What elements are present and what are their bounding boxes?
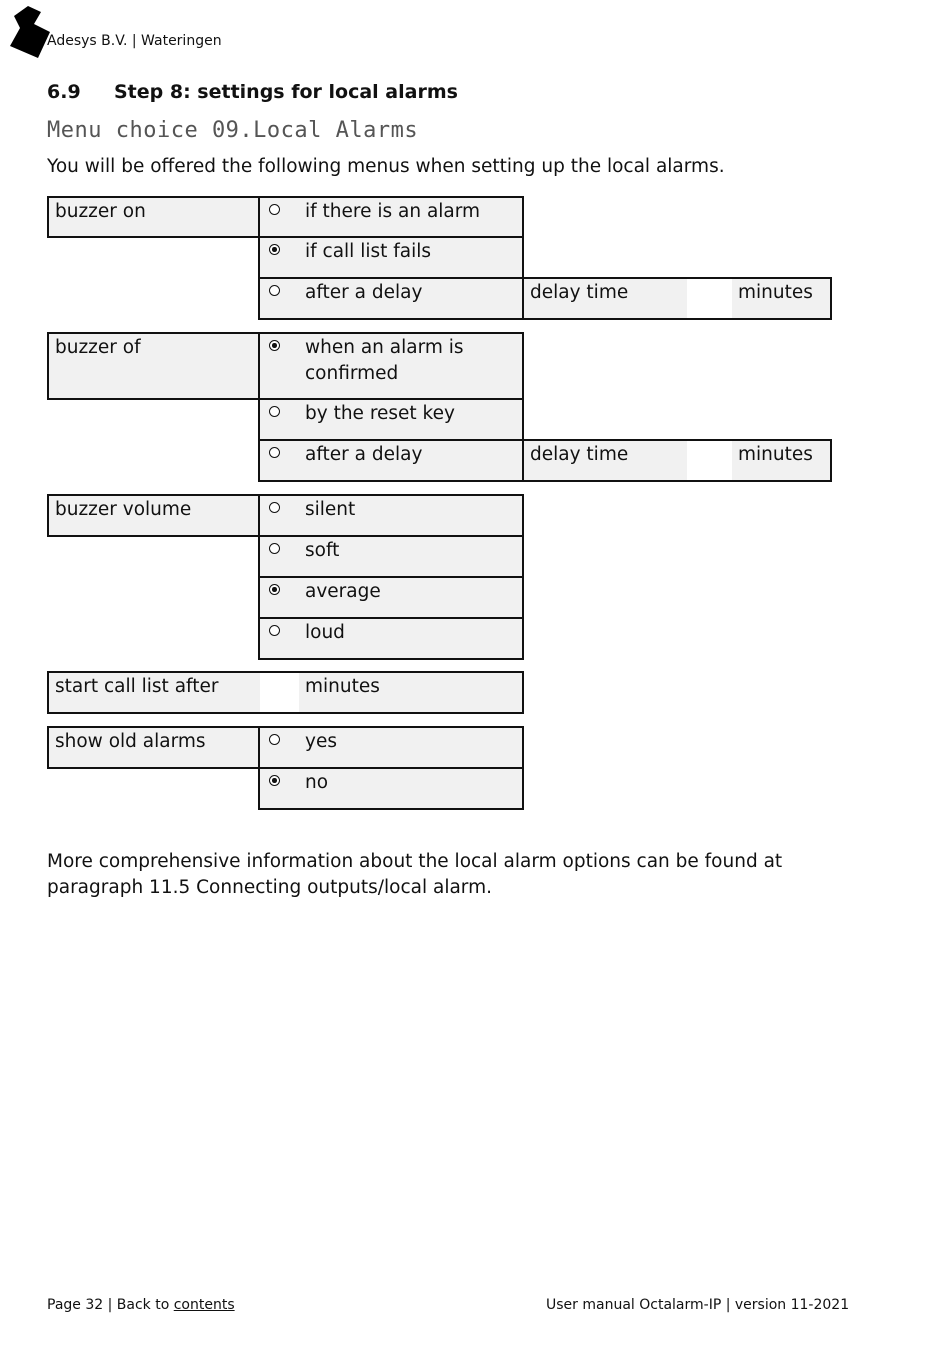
buzzer-off-option-2[interactable] bbox=[258, 398, 524, 441]
option-label: yes bbox=[305, 731, 337, 752]
contents-link[interactable]: contents bbox=[173, 1297, 235, 1313]
buzzer-on-option-2[interactable] bbox=[258, 236, 524, 279]
show-old-alarms-label-cell bbox=[47, 726, 260, 769]
radio-icon[interactable] bbox=[269, 734, 280, 745]
delay-time-input[interactable] bbox=[687, 279, 732, 318]
start-call-list-input[interactable] bbox=[260, 673, 299, 712]
start-call-list-label: start call list after bbox=[55, 676, 219, 697]
radio-icon[interactable] bbox=[269, 204, 280, 215]
delay-time-input[interactable] bbox=[687, 441, 732, 480]
buzzer-on-label-cell bbox=[47, 196, 260, 238]
footer-page: Page 32 | Back to bbox=[47, 1297, 174, 1313]
radio-selected-icon[interactable] bbox=[269, 584, 280, 595]
radio-icon[interactable] bbox=[269, 502, 280, 513]
buzzer-on-delay-cell bbox=[522, 277, 832, 320]
option-label: after a delay bbox=[305, 444, 423, 465]
option-label: when an alarm is confirmed bbox=[305, 337, 464, 384]
buzzer-off-option-3[interactable] bbox=[258, 439, 524, 482]
delay-time-label: delay time bbox=[530, 444, 629, 465]
option-label: average bbox=[305, 581, 381, 602]
show-old-alarms-label: show old alarms bbox=[55, 731, 206, 752]
buzzer-on-option-1[interactable] bbox=[258, 196, 524, 238]
radio-icon[interactable] bbox=[269, 625, 280, 636]
buzzer-volume-option-3[interactable] bbox=[258, 576, 524, 619]
outro-paragraph: More comprehensive information about the local alarm options can be found at paragraph 11.5 Connecting outputs/local alarm. bbox=[47, 851, 783, 898]
adesys-logo bbox=[10, 6, 50, 58]
buzzer-volume-label-cell bbox=[47, 494, 260, 537]
menu-choice: Menu choice 09.Local Alarms bbox=[47, 118, 419, 143]
buzzer-volume-option-2[interactable] bbox=[258, 535, 524, 578]
buzzer-volume-label: buzzer volume bbox=[55, 499, 192, 520]
show-old-alarms-option-1[interactable] bbox=[258, 726, 524, 769]
buzzer-volume-option-4[interactable] bbox=[258, 617, 524, 660]
delay-unit: minutes bbox=[738, 444, 813, 465]
section-number: 6.9 bbox=[47, 81, 81, 103]
start-call-list-row bbox=[47, 671, 524, 714]
footer-right: User manual Octalarm-IP | version 11-2021 bbox=[546, 1297, 850, 1313]
buzzer-volume-option-1[interactable] bbox=[258, 494, 524, 537]
buzzer-off-label-cell bbox=[47, 332, 260, 400]
option-label: if there is an alarm bbox=[305, 201, 481, 222]
delay-unit: minutes bbox=[738, 282, 813, 303]
footer-left bbox=[47, 1297, 235, 1313]
buzzer-off-label: buzzer of bbox=[55, 337, 141, 358]
start-call-list-unit: minutes bbox=[305, 676, 380, 697]
option-label: soft bbox=[305, 540, 340, 561]
header-company: Adesys B.V. | Wateringen bbox=[47, 33, 222, 49]
buzzer-on-option-3[interactable] bbox=[258, 277, 524, 320]
buzzer-off-delay-cell bbox=[522, 439, 832, 482]
delay-time-label: delay time bbox=[530, 282, 629, 303]
option-label: loud bbox=[305, 622, 345, 643]
option-label: no bbox=[305, 772, 329, 793]
show-old-alarms-option-2[interactable] bbox=[258, 767, 524, 810]
option-label: if call list fails bbox=[305, 241, 432, 262]
radio-icon[interactable] bbox=[269, 447, 280, 458]
radio-selected-icon[interactable] bbox=[269, 340, 280, 351]
radio-selected-icon[interactable] bbox=[269, 775, 280, 786]
option-label: silent bbox=[305, 499, 356, 520]
buzzer-on-label: buzzer on bbox=[55, 201, 146, 222]
radio-icon[interactable] bbox=[269, 543, 280, 554]
radio-selected-icon[interactable] bbox=[269, 244, 280, 255]
option-label: by the reset key bbox=[305, 403, 455, 424]
radio-icon[interactable] bbox=[269, 406, 280, 417]
option-label: after a delay bbox=[305, 282, 423, 303]
radio-icon[interactable] bbox=[269, 285, 280, 296]
section-title: Step 8: settings for local alarms bbox=[114, 81, 458, 103]
intro-text: You will be offered the following menus when setting up the local alarms. bbox=[47, 156, 725, 177]
buzzer-off-option-1[interactable] bbox=[258, 332, 524, 400]
